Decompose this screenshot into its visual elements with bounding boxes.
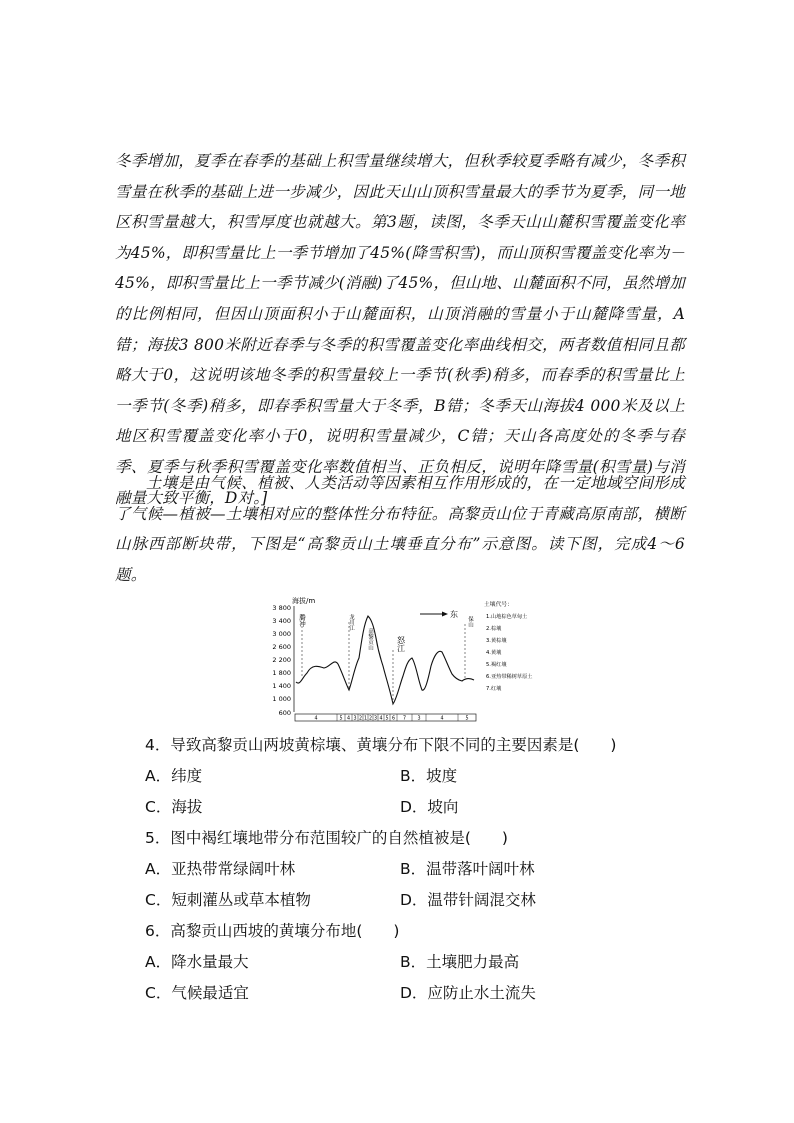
y-tick-label: 3 800	[272, 604, 291, 612]
option-row	[145, 854, 665, 885]
zone-code: 5	[339, 716, 343, 722]
question-4	[145, 730, 665, 823]
zone-code: 4	[440, 716, 444, 722]
place-label-gaoligongshan: 高黎贡山	[367, 628, 373, 650]
soil-profile-figure	[262, 594, 548, 722]
question-5	[145, 823, 665, 916]
zone-code: 1	[363, 716, 368, 722]
place-label-tengchong: 腾冲	[298, 614, 306, 627]
zone-code: 6	[391, 716, 396, 722]
option-a: A．纬度	[145, 767, 203, 785]
option-d: D．应防止水土流失	[400, 984, 536, 1002]
zone-code: 7	[402, 716, 407, 722]
zone-code: 3	[373, 716, 378, 722]
question-list	[145, 730, 665, 1009]
explanation-block	[115, 146, 685, 513]
zone-code: 4	[379, 716, 383, 722]
intro-paragraph: 土壤是由气候、植被、人类活动等因素相互作用形成的，在一定地域空间形成了气候—植被—土壤相对应的整体性分布特征。高黎贡山位于青藏高原南部，横断山脉西部断块带，下图是“高黎贡山土壤垂直分布”示意图。读下图，完成4～6题。	[115, 474, 685, 584]
explanation-paragraph: 冬季增加，夏季在春季的基础上积雪量继续增大，但秋季较夏季略有减少，冬季积雪量在秋季的基础上进一步减少，因此天山山顶积雪量最大的季节为夏季，同一地区积雪量越大，积雪厚度也就越大。第3题，读图，冬季天山山麓积雪覆盖变化率为45%，即积雪量比上一季节增加了45%(降雪积雪)，而山顶积雪覆盖变化率为－45%，即积雪量比上一季节减少(消融)了45%，但山地、山麓面积不同，虽然增加的比例相同，但因山顶面积小于山麓面积，山顶消融的雪量小于山麓降雪量，A错；海拔3 800米附近春季与冬季的积雪覆盖变化率曲线相交，两者数值相同且都略大于0，这说明该地冬季的积雪量较上一季节(秋季)稍多，而春季的积雪量比上一季节(冬季)稍多，即春季积雪量大于冬季，B错；冬季天山海拔4 000米及以上地区积雪覆盖变化率小于0，说明积雪量减少，C错；天山各高度处的冬季与春季、夏季与秋季积雪覆盖变化率数值相当、正负相反，说明年降雪量(积雪量)与消融量大致平衡，D对。]	[115, 152, 685, 507]
zone-code: 2	[368, 716, 373, 722]
option-b: B．坡度	[400, 767, 458, 785]
zone-code: 4	[346, 716, 351, 722]
zone-code: 5	[465, 716, 469, 722]
y-tick-label: 2 600	[272, 643, 291, 651]
zone-code: 2	[358, 716, 363, 722]
legend-item: 5.褐红壤	[486, 662, 507, 668]
y-tick-label: 2 200	[272, 656, 291, 664]
option-a: A．亚热带常绿阔叶林	[145, 860, 296, 878]
place-label-baoshan: 保山	[467, 616, 473, 627]
option-c: C．短刺灌丛或草本植物	[145, 891, 311, 909]
soil-profile-diagram	[262, 594, 548, 722]
option-a: A．降水量最大	[145, 953, 249, 971]
option-row	[145, 792, 665, 823]
question-stem: 6．高黎贡山西坡的黄壤分布地( )	[145, 922, 400, 940]
legend-title: 土壤代号：	[484, 602, 513, 608]
y-tick-label: 3 000	[272, 630, 291, 638]
y-tick-label: 1 000	[272, 695, 291, 703]
y-tick-label: 1 400	[272, 682, 291, 690]
option-row	[145, 761, 665, 792]
zone-code: 3	[417, 716, 421, 722]
option-d: D．坡向	[400, 798, 459, 816]
legend-item: 3.黄棕壤	[486, 638, 507, 644]
question-6	[145, 916, 665, 1009]
place-label-longchuanjiang: 龙川江	[348, 614, 354, 631]
legend-item: 6.亚热带稀树草原土	[486, 674, 533, 680]
option-row	[145, 885, 665, 916]
option-b: B．土壤肥力最高	[400, 953, 520, 971]
material-intro	[115, 468, 685, 590]
zone-code: 3	[353, 716, 357, 722]
option-c: C．海拔	[145, 798, 203, 816]
question-stem: 5．图中褐红壤地带分布范围较广的自然植被是( )	[145, 829, 508, 847]
y-tick-label: 600	[278, 709, 291, 717]
option-d: D．温带针阔混交林	[400, 891, 536, 909]
y-tick-label: 3 400	[272, 617, 291, 625]
option-b: B．温带落叶阔叶林	[400, 860, 535, 878]
option-c: C．气候最适宜	[145, 984, 249, 1002]
place-label-nujiang: 怒江	[396, 636, 406, 652]
y-tick-label: 1 800	[272, 669, 291, 677]
zone-code: 4	[314, 716, 318, 722]
option-row	[145, 947, 665, 978]
option-row	[145, 978, 665, 1009]
y-tick-labels	[272, 604, 291, 717]
question-stem: 4．导致高黎贡山两坡黄棕壤、黄壤分布下限不同的主要因素是( )	[145, 736, 617, 754]
legend-item: 1.山地棕色草甸土	[486, 614, 528, 620]
y-axis-label: 海拔/m	[292, 597, 316, 605]
legend-item: 2.棕壤	[486, 626, 502, 632]
legend-item: 7.红壤	[486, 686, 502, 692]
zone-code: 5	[385, 716, 389, 722]
legend-item: 4.黄壤	[486, 650, 502, 656]
direction-label: 东	[450, 610, 458, 619]
